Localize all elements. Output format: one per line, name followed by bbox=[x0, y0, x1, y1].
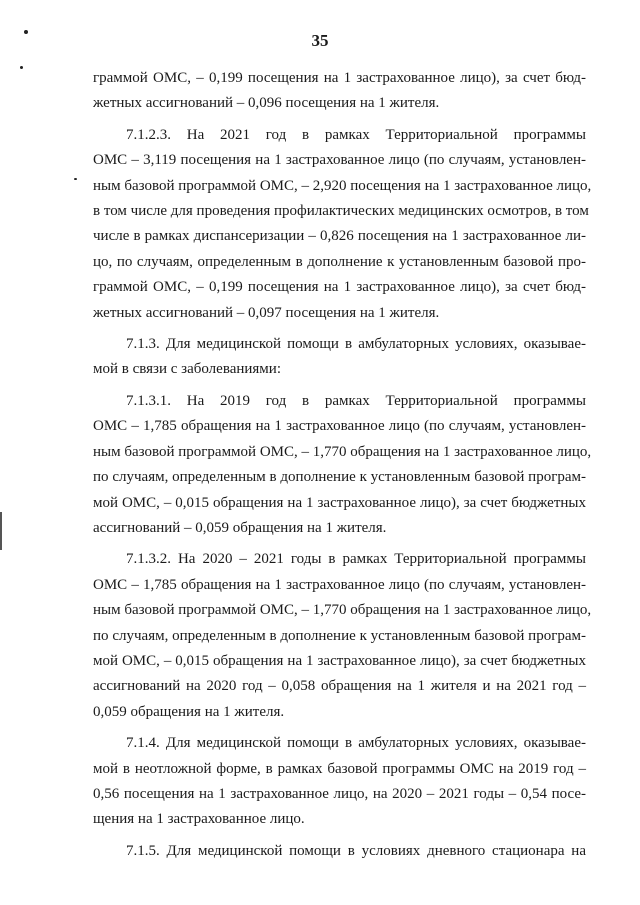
document-body bbox=[93, 66, 592, 870]
text-line: 7.1.4. Для медицинской помощи в амбулаторных условиях, оказывае- bbox=[126, 735, 586, 752]
text-line: ОМС – 1,785 обращения на 1 застрахованное лицо (по случаям, установлен- bbox=[93, 576, 586, 593]
text-line: 0,059 обращения на 1 жителя. bbox=[93, 703, 285, 720]
text-line: 7.1.3.1. На 2019 год в рамках Территориальной программы bbox=[126, 392, 586, 409]
text-line: ассигнований на 2020 год – 0,058 обращения на 1 жителя и на 2021 год – bbox=[93, 678, 586, 695]
text-line: жетных ассигнований – 0,096 посещения на 1 жителя. bbox=[93, 95, 440, 112]
paragraph-continuation bbox=[93, 66, 586, 117]
paragraph-7-1-5 bbox=[93, 839, 586, 864]
text-line: 7.1.3.2. На 2020 – 2021 годы в рамках Территориальной программы bbox=[126, 551, 586, 568]
text-line: ным базовой программой ОМС, – 1,770 обращения на 1 застрахованное лицо, bbox=[93, 602, 592, 619]
text-line: граммой ОМС, – 0,199 посещения на 1 застрахованное лицо), за счет бюд- bbox=[93, 279, 586, 296]
paragraph-7-1-3-2 bbox=[93, 547, 592, 725]
text-line: граммой ОМС, – 0,199 посещения на 1 застрахованное лицо), за счет бюд- bbox=[93, 70, 586, 86]
paragraph-7-1-3 bbox=[93, 332, 586, 383]
text-line: в том числе для проведения профилактических медицинских осмотров, в том bbox=[93, 203, 589, 220]
text-line: ОМС – 3,119 посещения на 1 застрахованное лицо (по случаям, установлен- bbox=[93, 152, 586, 169]
scan-speck bbox=[74, 178, 77, 180]
text-line: мой ОМС, – 0,015 обращения на 1 застрахованное лицо), за счет бюджетных bbox=[93, 652, 586, 669]
text-line: ОМС – 1,785 обращения на 1 застрахованное лицо (по случаям, установлен- bbox=[93, 418, 586, 435]
text-line: по случаям, определенным в дополнение к установленным базовой програм- bbox=[93, 469, 586, 486]
text-line: мой ОМС, – 0,015 обращения на 1 застрахованное лицо), за счет бюджетных bbox=[93, 494, 586, 511]
text-line: 0,56 посещения на 1 застрахованное лицо, на 2020 – 2021 годы – 0,54 посе- bbox=[93, 785, 586, 802]
text-line: мой в неотложной форме, в рамках базовой программы ОМС на 2019 год – bbox=[93, 760, 586, 777]
paragraph-7-1-4 bbox=[93, 731, 586, 833]
text-line: ным базовой программой ОМС, – 1,770 обращения на 1 застрахованное лицо, bbox=[93, 443, 592, 460]
margin-mark bbox=[0, 512, 2, 550]
text-line: 7.1.5. Для медицинской помощи в условиях дневного стационара на bbox=[126, 842, 586, 859]
scan-speck bbox=[20, 66, 23, 69]
text-line: мой в связи с заболеваниями: bbox=[93, 361, 281, 378]
text-line: 7.1.2.3. На 2021 год в рамках Территориальной программы bbox=[126, 126, 586, 143]
text-line: щения на 1 застрахованное лицо. bbox=[93, 811, 305, 828]
text-line: по случаям, определенным в дополнение к установленным базовой програм- bbox=[93, 627, 586, 644]
text-line: ассигнований – 0,059 обращения на 1 жителя. bbox=[93, 519, 387, 536]
text-line: числе в рамках диспансеризации – 0,826 посещения на 1 застрахованное ли- bbox=[93, 228, 586, 245]
text-line: ным базовой программой ОМС, – 2,920 посещения на 1 застрахованное лицо, bbox=[93, 177, 592, 194]
paragraph-7-1-2-3 bbox=[93, 123, 592, 326]
paragraph-7-1-3-1 bbox=[93, 389, 592, 541]
page-number: 35 bbox=[311, 31, 329, 50]
text-line: жетных ассигнований – 0,097 посещения на 1 жителя. bbox=[93, 304, 440, 321]
text-line: цо, по случаям, определенным в дополнение к установленным базовой про- bbox=[93, 253, 586, 270]
text-line: 7.1.3. Для медицинской помощи в амбулаторных условиях, оказывае- bbox=[126, 336, 586, 353]
